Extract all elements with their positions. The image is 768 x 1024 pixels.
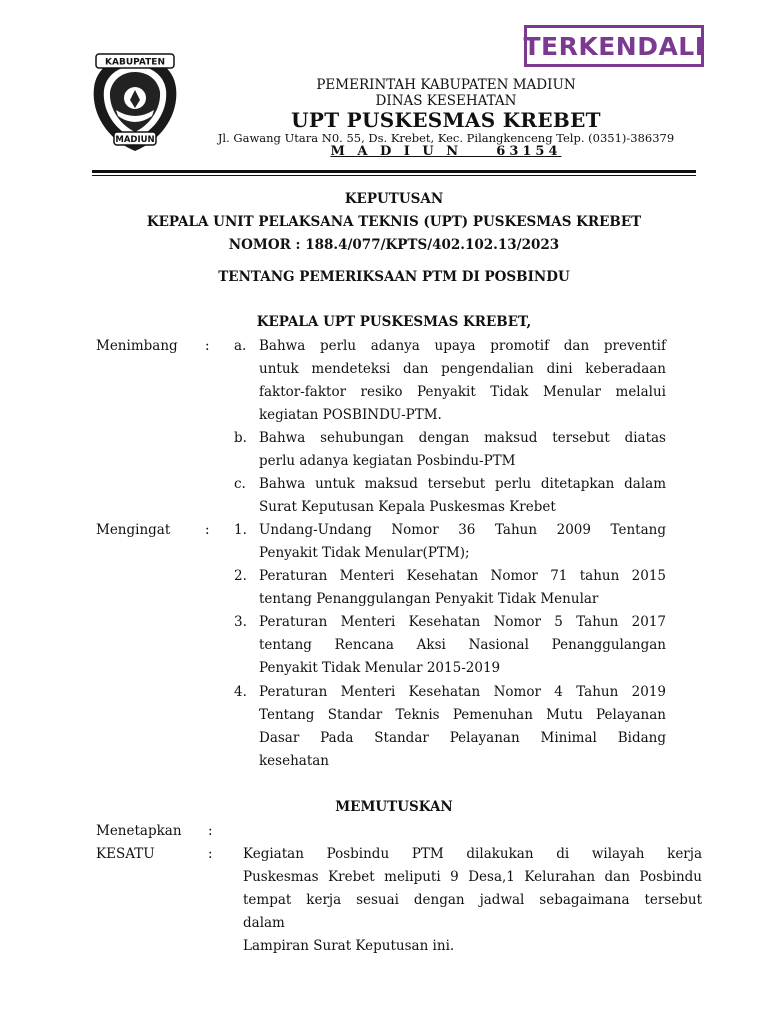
kesatu-colon: : <box>208 846 213 862</box>
decree-authority: KEPALA UPT PUSKESMAS KREBET, <box>256 314 532 330</box>
kesatu-line: Kegiatan Posbindu PTM dilakukan di wilayah kerja <box>243 846 702 862</box>
menetapkan-colon: : <box>208 823 213 839</box>
list-item-line: Penyakit Tidak Menular(PTM); <box>259 545 470 561</box>
letterhead-divider <box>92 170 696 173</box>
list-marker: 3. <box>234 614 247 630</box>
list-item-line: Tentang Standar Teknis Pemenuhan Mutu Pelayanan <box>259 707 666 723</box>
list-item-line: perlu adanya kegiatan Posbindu-PTM <box>259 453 516 469</box>
kesatu-label: KESATU <box>96 846 155 862</box>
list-item-line: Dasar Pada Standar Pelayanan Minimal Bidang <box>259 730 666 746</box>
list-marker: 4. <box>234 684 247 700</box>
list-item-line: Bahwa sehubungan dengan maksud tersebut diatas <box>259 430 666 446</box>
list-item-line: Bahwa perlu adanya upaya promotif dan preventif <box>259 338 666 354</box>
letterhead-divider-thin <box>92 175 696 176</box>
decree-number: NOMOR : 188.4/077/KPTS/402.102.13/2023 <box>228 237 560 253</box>
menimbang-label: Menimbang <box>96 338 178 354</box>
header-city: M A D I U N 63154 <box>330 144 562 159</box>
list-item-line: Peraturan Menteri Kesehatan Nomor 4 Tahun 2019 <box>259 684 666 700</box>
list-item-line: tentang Rencana Aksi Nasional Penanggulangan <box>259 637 666 653</box>
emblem-top-text: KABUPATEN <box>105 57 165 68</box>
header-title: UPT PUSKESMAS KREBET <box>291 108 601 132</box>
list-item-line: kegiatan POSBINDU-PTM. <box>259 407 442 423</box>
decree-heading: KEPUTUSAN <box>344 191 444 207</box>
kesatu-line: dalam <box>243 915 285 931</box>
kesatu-line: tempat kerja sesuai dengan jadwal sebagaimana tersebut <box>243 892 702 908</box>
list-item-line: faktor-faktor resiko Penyakit Tidak Menular melalui <box>259 384 666 400</box>
list-item-line: kesehatan <box>259 753 329 769</box>
memutuskan-heading: MEMUTUSKAN <box>335 799 453 815</box>
list-item-line: Surat Keputusan Kepala Puskesmas Krebet <box>259 499 556 515</box>
list-marker: c. <box>234 476 246 492</box>
list-marker: a. <box>234 338 247 354</box>
emblem-bottom-text: MADIUN <box>115 135 155 145</box>
header-address: Jl. Gawang Utara N0. 55, Ds. Krebet, Kec. Pilangkenceng Telp. (0351)-386379 <box>217 131 675 145</box>
kabupaten-madiun-emblem-icon <box>90 52 180 154</box>
list-marker: b. <box>234 430 247 446</box>
list-item-line: Bahwa untuk maksud tersebut perlu ditetapkan dalam <box>259 476 666 492</box>
list-marker: 2. <box>234 568 247 584</box>
list-item-line: Undang-Undang Nomor 36 Tahun 2009 Tentang <box>259 522 666 538</box>
list-item-line: tentang Penanggulangan Penyakit Tidak Menular <box>259 591 599 607</box>
list-item-line: untuk mendeteksi dan pengendalian dini keberadaan <box>259 361 666 377</box>
menimbang-colon: : <box>205 338 210 354</box>
kesatu-line: Lampiran Surat Keputusan ini. <box>243 938 455 954</box>
decree-issuer: KEPALA UNIT PELAKSANA TEKNIS (UPT) PUSKESMAS KREBET <box>146 214 642 230</box>
terkendali-stamp: TERKENDALI <box>524 25 704 67</box>
mengingat-colon: : <box>205 522 210 538</box>
list-item-line: Peraturan Menteri Kesehatan Nomor 71 tahun 2015 <box>259 568 666 584</box>
list-item-line: Peraturan Menteri Kesehatan Nomor 5 Tahun 2017 <box>259 614 666 630</box>
header-government: PEMERINTAH KABUPATEN MADIUN <box>316 77 576 93</box>
kesatu-line: Puskesmas Krebet meliputi 9 Desa,1 Kelurahan dan Posbindu <box>243 869 702 885</box>
menetapkan-label: Menetapkan <box>96 823 182 839</box>
list-item-line: Penyakit Tidak Menular 2015-2019 <box>259 660 501 676</box>
mengingat-label: Mengingat <box>96 522 171 538</box>
list-marker: 1. <box>234 522 247 538</box>
header-department: DINAS KESEHATAN <box>375 93 517 109</box>
decree-subject: TENTANG PEMERIKSAAN PTM DI POSBINDU <box>218 269 570 285</box>
